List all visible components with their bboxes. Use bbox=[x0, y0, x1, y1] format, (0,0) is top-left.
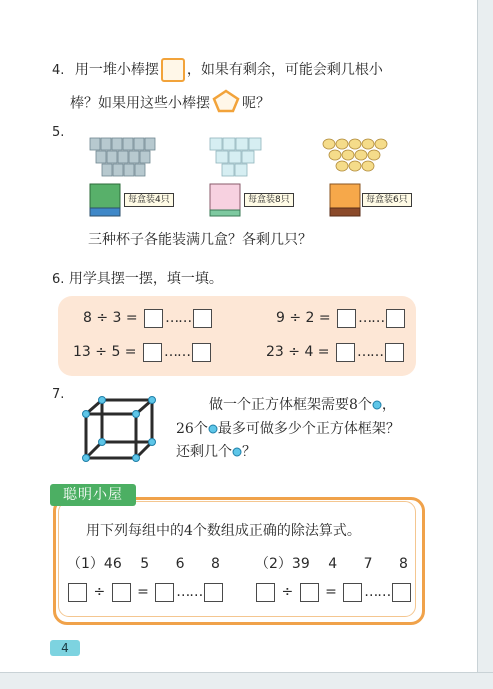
question-6-number: 6. bbox=[52, 272, 65, 287]
group-2-number: 4 bbox=[328, 556, 338, 572]
group-1-label: （1） bbox=[67, 556, 104, 572]
question-7-line-1 bbox=[209, 396, 396, 414]
box-label-2: 每盒装8只 bbox=[244, 193, 294, 207]
box-label-3: 每盒装6只 bbox=[362, 193, 412, 207]
group-1-equation bbox=[66, 582, 225, 602]
remainder-box[interactable] bbox=[193, 309, 212, 328]
equation-1-text: 8 ÷ 3 = bbox=[83, 310, 138, 326]
question-7-text-1: 做一个正方体框架需要8个 bbox=[209, 397, 372, 413]
remainder-box[interactable] bbox=[192, 343, 211, 362]
question-7-text-2b: 最多可做多少个正方体框架？ bbox=[217, 421, 400, 437]
pentagon-stick-shape-icon bbox=[212, 89, 240, 118]
box-orange bbox=[328, 182, 364, 220]
cup-stack-1 bbox=[88, 136, 156, 180]
group-2-number: 39 bbox=[291, 556, 310, 572]
remainder-box[interactable] bbox=[392, 583, 411, 602]
remainder-dots: …… bbox=[364, 584, 391, 600]
remainder-box[interactable] bbox=[386, 309, 405, 328]
group-1-numbers bbox=[67, 554, 220, 574]
page-number: 4 bbox=[50, 640, 80, 656]
question-4-line-2 bbox=[70, 89, 270, 118]
quotient-box[interactable] bbox=[343, 583, 362, 602]
group-1-number: 6 bbox=[175, 556, 185, 572]
group-1-number: 5 bbox=[140, 556, 150, 572]
division-sign: ÷ bbox=[93, 584, 106, 600]
equation-3-text: 13 ÷ 5 = bbox=[73, 344, 137, 360]
remainder-box[interactable] bbox=[204, 583, 223, 602]
connector-ball-icon bbox=[372, 400, 382, 410]
equation-1 bbox=[83, 308, 214, 328]
group-2-number: 8 bbox=[398, 556, 408, 572]
question-4-line-1 bbox=[52, 58, 383, 82]
page-edge-right bbox=[477, 0, 493, 688]
divisor-box[interactable] bbox=[300, 583, 319, 602]
equation-2-text: 9 ÷ 2 = bbox=[276, 310, 331, 326]
remainder-dots: …… bbox=[357, 344, 383, 360]
cup-stack-2 bbox=[208, 136, 264, 180]
group-2-numbers bbox=[255, 554, 408, 574]
division-sign: ÷ bbox=[281, 584, 294, 600]
question-4-text-b: ，如果有剩余，可能会剩几根小 bbox=[186, 62, 383, 78]
question-4-text-c: 棒？如果用这些小棒摆 bbox=[70, 95, 210, 112]
question-4-text-a: 用一堆小棒摆 bbox=[74, 62, 159, 78]
cup-stack-3 bbox=[322, 136, 392, 176]
remainder-dots: …… bbox=[164, 344, 190, 360]
group-1-number: 8 bbox=[210, 556, 220, 572]
equation-3 bbox=[73, 342, 213, 362]
answer-box[interactable] bbox=[337, 309, 356, 328]
group-2-label: （2） bbox=[255, 556, 292, 572]
question-4-number: 4. bbox=[52, 63, 65, 78]
box-label-1: 每盒装4只 bbox=[124, 193, 174, 207]
question-5-text: 三种杯子各能装满几盒？各剩几只？ bbox=[88, 232, 312, 248]
question-7-number: 7. bbox=[52, 387, 65, 402]
smart-house-instruction: 用下列每组中的4个数组成正确的除法算式。 bbox=[86, 523, 361, 539]
answer-box[interactable] bbox=[144, 309, 163, 328]
equation-4 bbox=[266, 342, 406, 362]
box-pink bbox=[208, 182, 244, 220]
connector-ball-icon bbox=[232, 447, 242, 457]
question-7-text-1-end: ， bbox=[381, 397, 396, 413]
group-1-number: 46 bbox=[103, 556, 122, 572]
divisor-box[interactable] bbox=[112, 583, 131, 602]
equation-2 bbox=[276, 308, 407, 328]
equation-4-text: 23 ÷ 4 = bbox=[266, 344, 330, 360]
connector-ball-icon bbox=[208, 424, 218, 434]
dividend-box[interactable] bbox=[68, 583, 87, 602]
box-green bbox=[88, 182, 124, 220]
page-edge-bottom bbox=[0, 672, 493, 689]
question-7-text-3a: 还剩几个 bbox=[176, 444, 232, 460]
answer-box[interactable] bbox=[336, 343, 355, 362]
question-6-line bbox=[52, 270, 223, 289]
remainder-dots: …… bbox=[358, 310, 385, 326]
question-7-text-2a: 26个 bbox=[176, 421, 208, 437]
answer-box[interactable] bbox=[143, 343, 162, 362]
remainder-box[interactable] bbox=[385, 343, 404, 362]
question-7-line-2 bbox=[176, 420, 400, 438]
square-stick-shape-icon bbox=[161, 58, 185, 82]
remainder-dots: …… bbox=[165, 310, 192, 326]
cube-frame-diagram bbox=[80, 394, 160, 466]
group-2-equation bbox=[254, 582, 413, 602]
question-5-number: 5. bbox=[52, 125, 65, 140]
dividend-box[interactable] bbox=[256, 583, 275, 602]
question-7-text-3b: ？ bbox=[242, 444, 256, 460]
equals-sign: = bbox=[325, 584, 337, 600]
quotient-box[interactable] bbox=[155, 583, 174, 602]
smart-house-title: 聪明小屋 bbox=[50, 484, 136, 506]
question-6-text: 用学具摆一摆，填一填。 bbox=[68, 271, 223, 287]
equals-sign: = bbox=[137, 584, 149, 600]
question-4-text-d: 呢？ bbox=[242, 95, 270, 112]
remainder-dots: …… bbox=[176, 584, 203, 600]
question-7-line-3 bbox=[176, 443, 256, 461]
group-2-number: 7 bbox=[363, 556, 373, 572]
